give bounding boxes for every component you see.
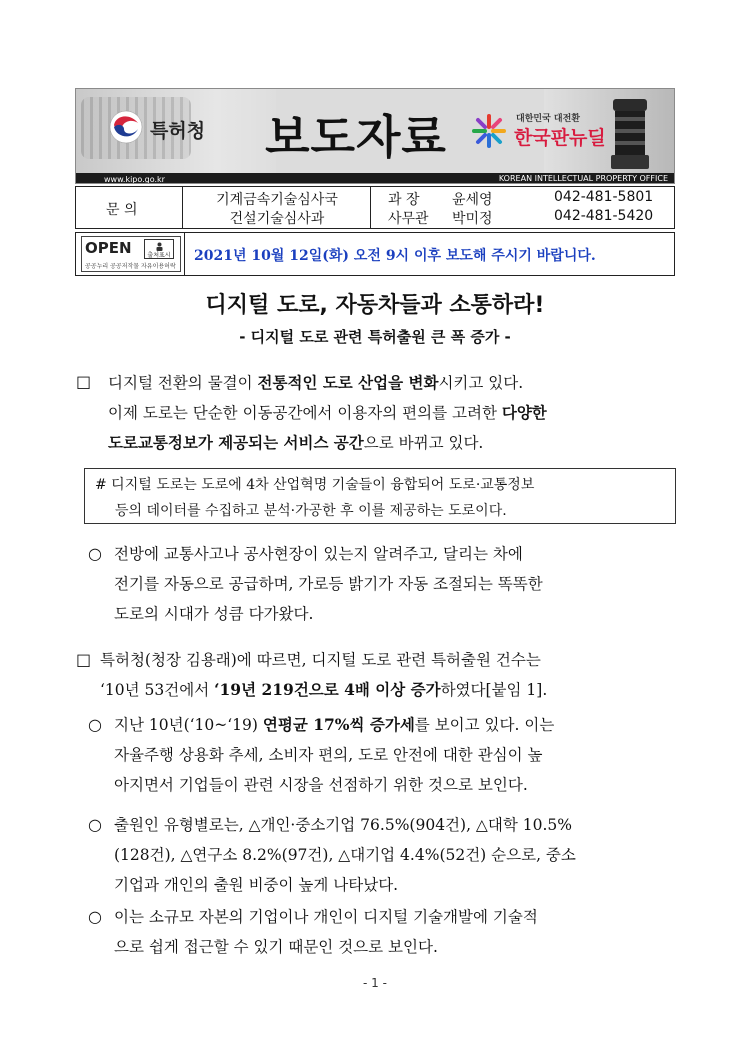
paragraph-line (114, 710, 554, 740)
kipo-taegeuk-logo-icon (108, 109, 144, 145)
attribution-badge (144, 239, 174, 259)
paragraph-line (108, 428, 483, 458)
contact-name: 윤세영 (452, 192, 493, 208)
definition-note-box (84, 468, 676, 524)
paragraph-line (100, 675, 547, 705)
attribution-label: 출처표시 (147, 252, 171, 259)
paragraph-line (108, 398, 547, 428)
newdeal-slogan: 한국판뉴딜 (514, 127, 606, 149)
paragraph-line: 기업과 개인의 출원 비중이 높게 나타났다. (114, 876, 399, 894)
bold-run: ‘19년 219건으로 4배 이상 증가 (214, 680, 441, 699)
box-bullet: □ (76, 372, 92, 391)
newdeal-star-icon (471, 113, 507, 149)
contact-phone: 042-481-5420 (554, 208, 654, 224)
text-run: 으로 바뀌고 있다. (363, 434, 484, 452)
circle-bullet: ○ (88, 907, 102, 926)
paragraph-line: 이는 소규모 자본의 기업이나 개인이 디지털 기술개발에 기술적 (114, 908, 538, 926)
agency-name: 특허청 (150, 120, 206, 142)
department-1: 기계금속기술심사국 (216, 192, 338, 208)
paragraph-line: 전기를 자동으로 공급하며, 가로등 밝기가 자동 조절되는 똑똑한 (114, 575, 543, 593)
kogl-open-badge (81, 236, 181, 272)
paragraph-line (108, 368, 523, 398)
bold-run: 연평균 17%씩 증가세 (262, 715, 415, 734)
agency-url: www.kipo.go.kr (104, 175, 165, 184)
contact-label: 문 의 (106, 202, 138, 218)
table-divider (182, 187, 183, 228)
embargo-notice: 2021년 10월 12일(화) 오전 9시 이후 보도해 주시기 바랍니다. (194, 248, 596, 264)
text-run: 를 보이고 있다. 이는 (414, 716, 555, 734)
release-info-row (75, 232, 675, 276)
paragraph-line: 전방에 교통사고나 공사현장이 있는지 알려주고, 달리는 차에 (114, 545, 523, 563)
open-label: OPEN (85, 239, 132, 257)
contact-phone: 042-481-5801 (554, 189, 654, 205)
table-divider (370, 187, 371, 228)
text-run: 시키고 있다. (438, 374, 524, 392)
bold-run: 도로교통정보가 제공되는 서비스 공간 (108, 433, 364, 452)
headline: 디지털 도로, 자동차들과 소통하라! (205, 293, 545, 318)
circle-bullet: ○ (88, 544, 102, 563)
header-banner (75, 88, 675, 184)
sub-headline: - 디지털 도로 관련 특허출원 큰 폭 증가 - (239, 328, 511, 346)
contact-table (75, 186, 675, 229)
paragraph-line: 아지면서 기업들이 관련 시장을 선점하기 위한 것으로 보인다. (114, 776, 528, 794)
text-run: 이제 도로는 단순한 이동공간에서 이용자의 편의를 고려한 (108, 404, 502, 422)
contact-role: 사무관 (388, 211, 429, 227)
text-run: 디지털 전환의 물결이 (108, 374, 258, 392)
paragraph-line: (128건), △연구소 8.2%(97건), △대기업 4.4%(52건) 순으로, 중소 (114, 846, 576, 864)
note-line-1: # 디지털 도로는 도로에 4차 산업혁명 기술들이 융합되어 도로·교통정보 (95, 477, 535, 493)
circle-bullet: ○ (88, 715, 102, 734)
page-number: - 1 - (363, 976, 387, 990)
table-divider (184, 233, 185, 275)
contact-role: 과 장 (388, 192, 420, 208)
note-line-2: 등의 데이터를 수집하고 분석·가공한 후 이를 제공하는 도로이다. (115, 503, 507, 519)
paragraph-line: 출원인 유형별로는, △개인·중소기업 76.5%(904건), △대학 10.5% (114, 816, 572, 834)
bold-run: 전통적인 도로 산업을 변화 (257, 373, 439, 392)
paragraph-line: 자율주행 상용화 추세, 소비자 편의, 도로 안전에 대한 관심이 높 (114, 746, 543, 764)
person-icon (155, 242, 164, 251)
newdeal-slogan-small: 대한민국 대전환 (516, 114, 580, 124)
department-2: 건설기술심사과 (229, 211, 325, 227)
contact-name: 박미정 (452, 211, 493, 227)
text-run: 하였다[붙임 1]. (440, 681, 548, 699)
text-run: 지난 10년(‘10~‘19) (114, 716, 263, 734)
paragraph-line: 특허청(청장 김용래)에 따르면, 디지털 도로 관련 특허출원 건수는 (100, 651, 541, 669)
circle-bullet: ○ (88, 815, 102, 834)
press-release-title: 보도자료 (265, 110, 447, 164)
paragraph-line: 으로 쉽게 접근할 수 있기 때문인 것으로 보인다. (114, 938, 438, 956)
box-bullet: □ (76, 650, 92, 669)
text-run: ‘10년 53건에서 (100, 681, 215, 699)
paragraph-line: 도로의 시대가 성큼 다가왔다. (114, 605, 314, 623)
bold-run: 다양한 (501, 403, 547, 422)
office-english-name: KOREAN INTELLECTUAL PROPERTY OFFICE (498, 174, 668, 183)
open-sub-label: 공공누리 공공저작물 자유이용허락 (85, 263, 176, 270)
telescope-lens-icon (601, 95, 659, 173)
